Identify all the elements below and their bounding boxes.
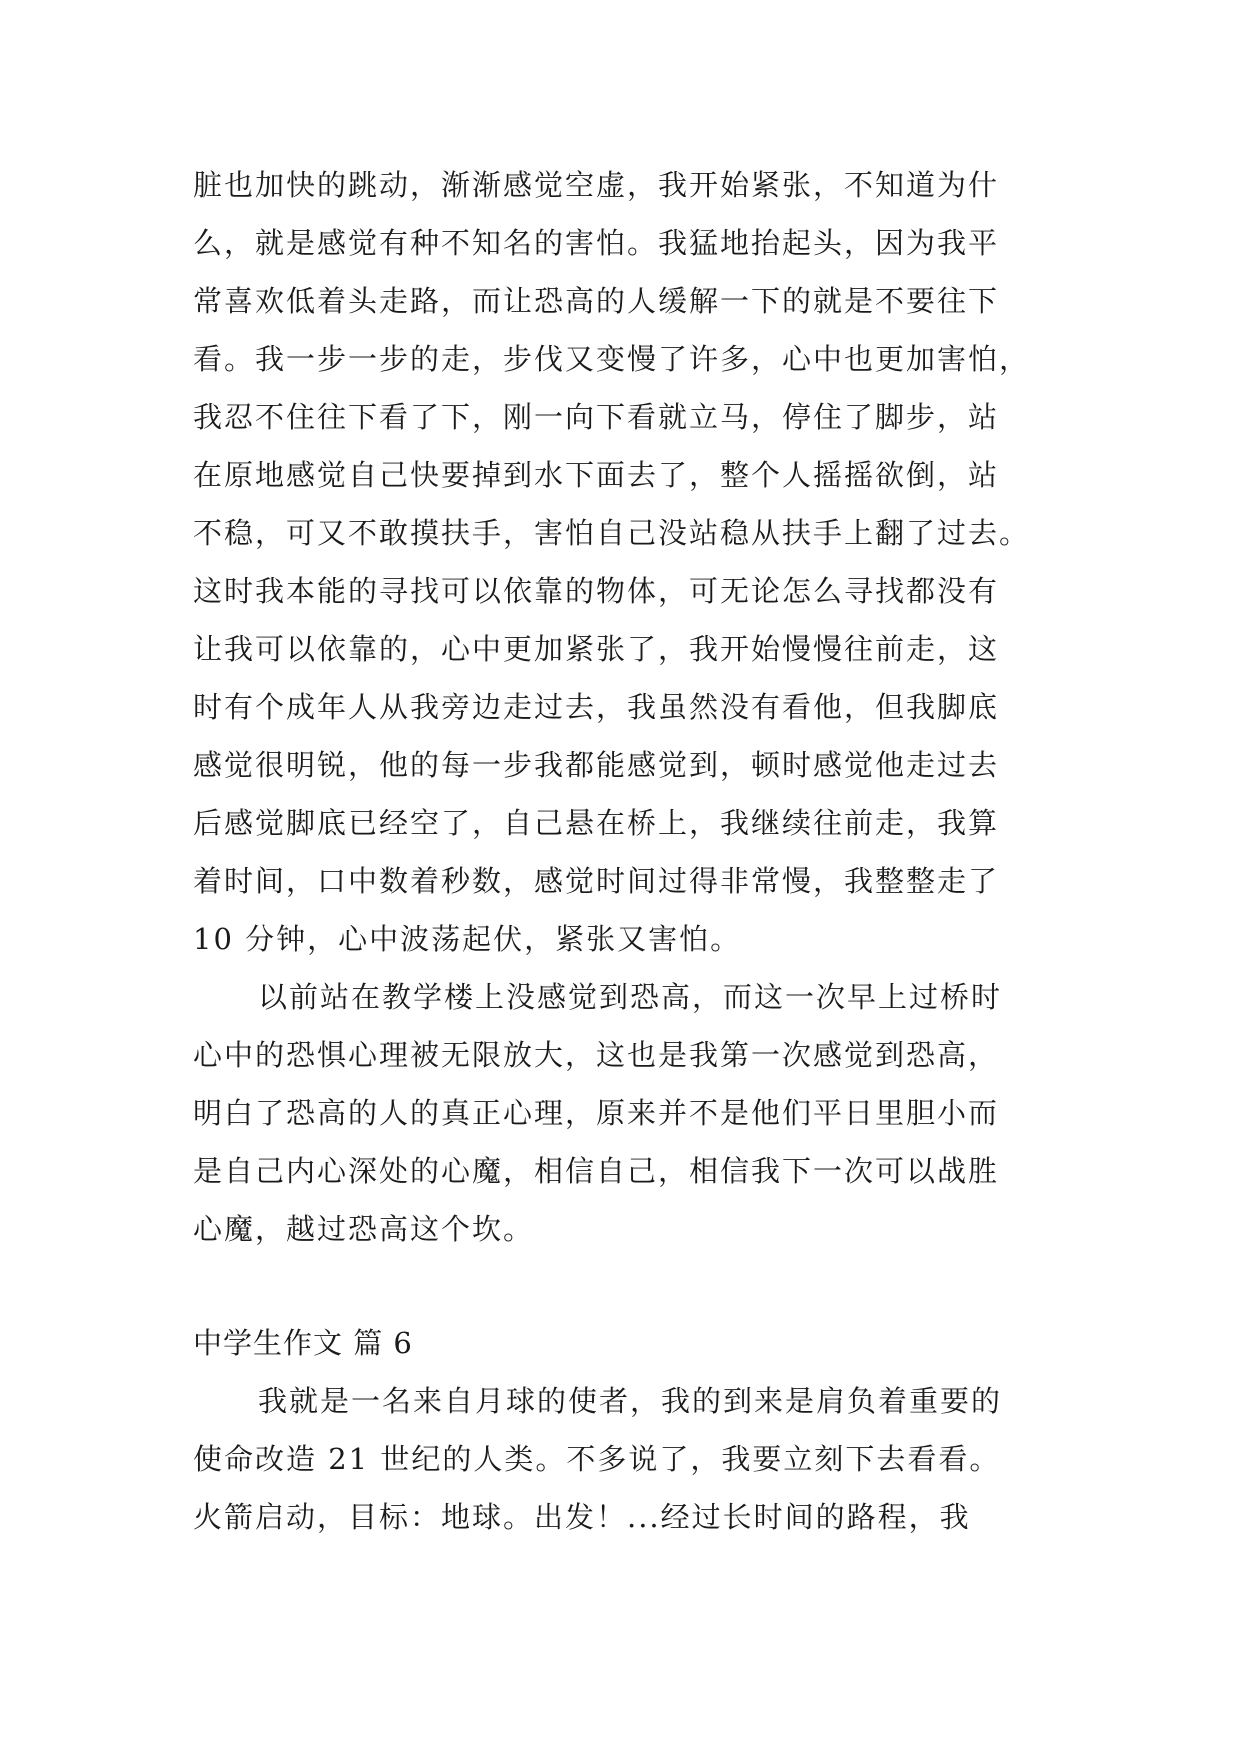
paragraph-line: 我忍不住往下看了下，刚一向下看就立马，停住了脚步，站 [193,400,1000,434]
paragraph-line: 火箭启动，目标：地球。出发！...经过长时间的路程，我 [193,1500,971,1534]
paragraph-line: 时有个成年人从我旁边走过去，我虽然没有看他，但我脚底 [193,690,1000,724]
paragraph-line: 是自己内心深处的心魔，相信自己，相信我下一次可以战胜 [193,1154,1000,1188]
paragraph-line: 心魔，越过恐高这个坎。 [193,1212,535,1246]
paragraph-line: 明白了恐高的人的真正心理，原来并不是他们平日里胆小而 [193,1096,1000,1130]
paragraph-line: 10 分钟，心中波荡起伏，紧张又害怕。 [193,922,742,956]
paragraph-line: 脏也加快的跳动，渐渐感觉空虚，我开始紧张，不知道为什 [193,168,1000,202]
paragraph-line: 后感觉脚底已经空了，自己悬在桥上，我继续往前走，我算 [193,806,1000,840]
paragraph-line: 这时我本能的寻找可以依靠的物体，可无论怎么寻找都没有 [193,574,1000,608]
paragraph-line: 让我可以依靠的，心中更加紧张了，我开始慢慢往前走，这 [193,632,1000,666]
paragraph-line: 不稳，可又不敢摸扶手，害怕自己没站稳从扶手上翻了过去。 [193,516,1031,550]
paragraph-line: 么，就是感觉有种不知名的害怕。我猛地抬起头，因为我平 [193,226,1000,260]
paragraph-line: 常喜欢低着头走路，而让恐高的人缓解一下的就是不要往下 [193,284,1000,318]
paragraph-line: 感觉很明锐，他的每一步我都能感觉到，顿时感觉他走过去 [193,748,1000,782]
paragraph-line: 使命改造 21 世纪的人类。不多说了，我要立刻下去看看。 [193,1442,1001,1476]
paragraph-line: 在原地感觉自己快要掉到水下面去了，整个人摇摇欲倒，站 [193,458,1000,492]
paragraph-line: 看。我一步一步的走，步伐又变慢了许多，心中也更加害怕， [193,342,1031,376]
section-heading: 中学生作文 篇 6 [193,1326,413,1360]
paragraph-line: 我就是一名来自月球的使者，我的到来是肩负着重要的 [258,1384,1003,1418]
paragraph-line: 心中的恐惧心理被无限放大，这也是我第一次感觉到恐高， [193,1038,1000,1072]
paragraph-line: 着时间，口中数着秒数，感觉时间过得非常慢，我整整走了 [193,864,1000,898]
paragraph-line: 以前站在教学楼上没感觉到恐高，而这一次早上过桥时 [258,980,1003,1014]
